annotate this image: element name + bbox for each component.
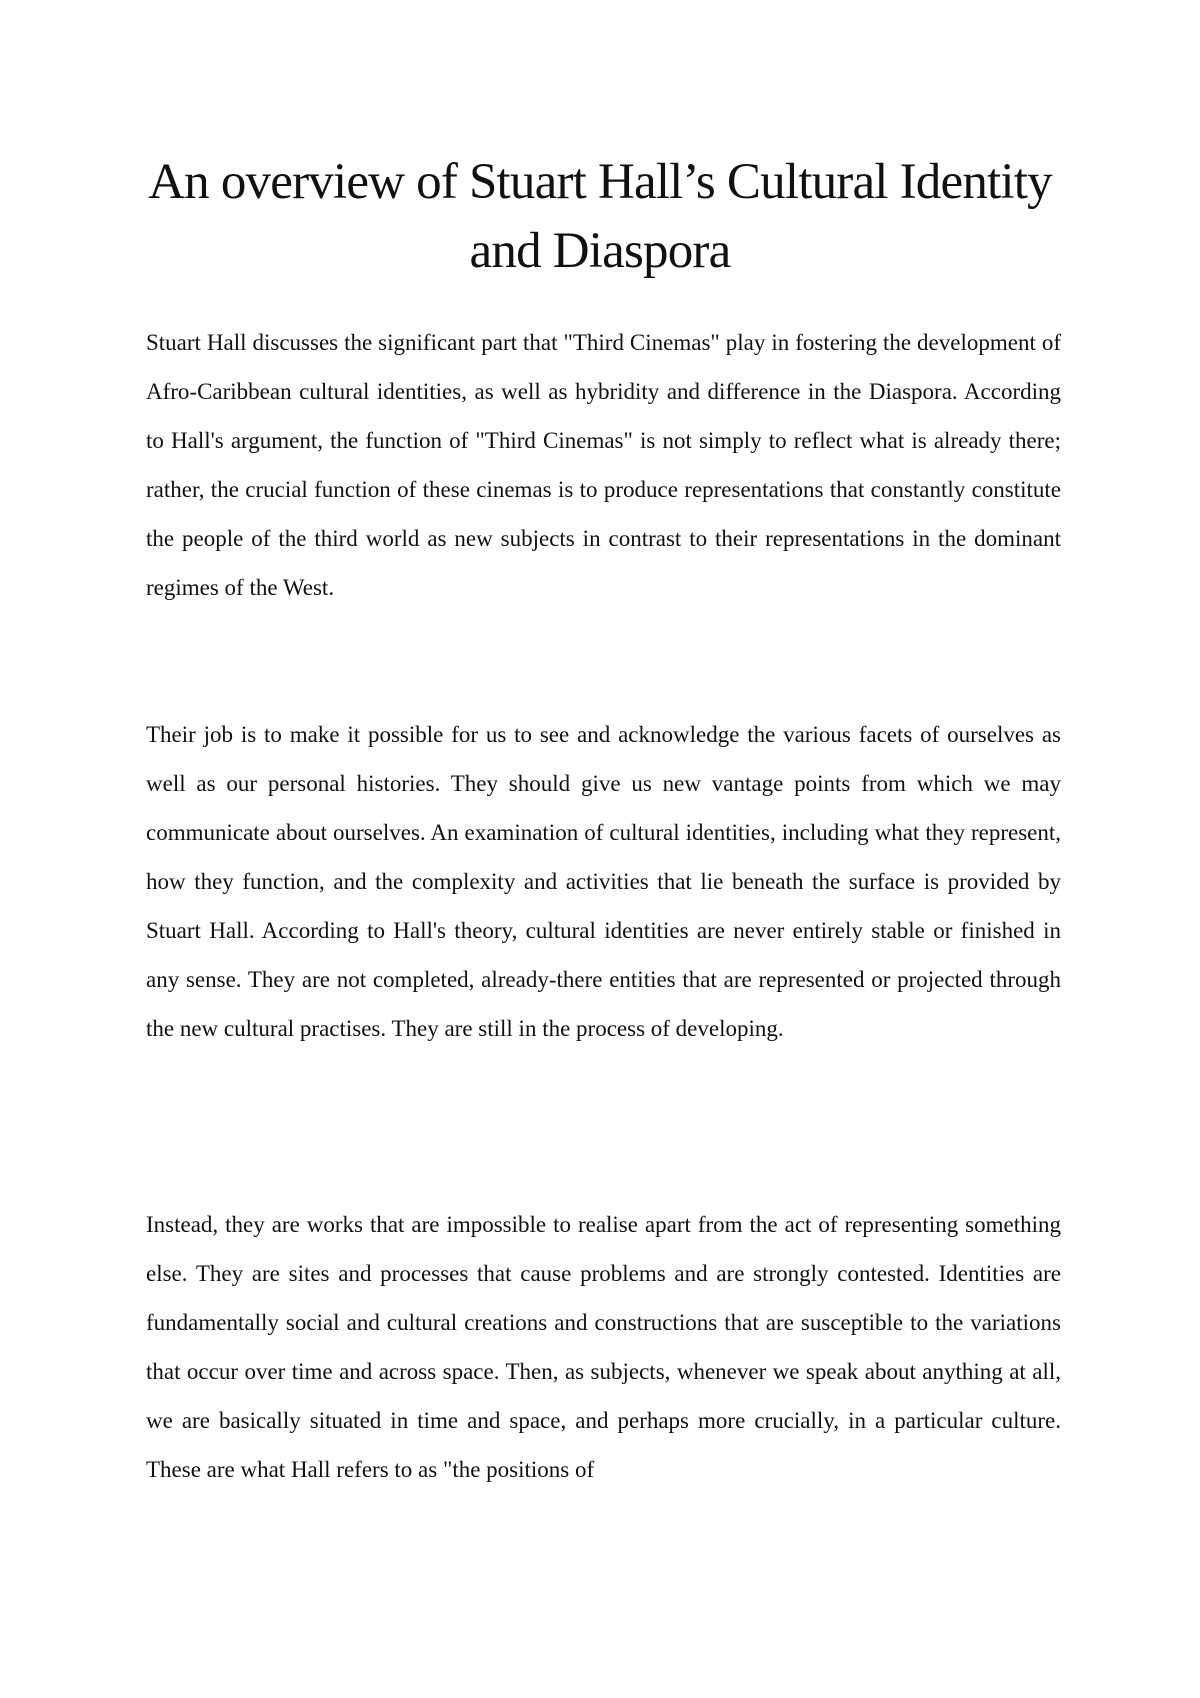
paragraph-3: Instead, they are works that are impossible to realise apart from the act of representing something else. They are sites and processes that cause problems and are strongly contested. Identities are fundamentally social and cultural creations and constructions that are susceptible to the variations that occur over time and across space. Then, as subjects, whenever we speak about anything at all, we are basically situated in time and space, and perhaps more crucially, in a particular culture. These are what Hall refers to as "the positions of [146, 1212, 1061, 1482]
paragraph-2: Their job is to make it possible for us to see and acknowledge the various facets of ourselves as well as our personal histories. They should give us new vantage points from which we may communicate about ourselves. An examination of cultural identities, including what they represent, how they function, and the complexity and activities that lie beneath the surface is provided by Stuart Hall. According to Hall's theory, cultural identities are never entirely stable or finished in any sense. They are not completed, already-there entities that are represented or projected through the new cultural practises. They are still in the process of developing. [146, 722, 1061, 1041]
document-title: An overview of Stuart Hall’s Cultural Identity and Diaspora [148, 154, 1052, 279]
paragraph-1: Stuart Hall discusses the significant part that "Third Cinemas" play in fostering the development of Afro-Caribbean cultural identities, as well as hybridity and difference in the Diaspora. According to Hall's argument, the function of "Third Cinemas" is not simply to reflect what is already there; rather, the crucial function of these cinemas is to produce representations that constantly constitute the people of the third world as new subjects in contrast to their representations in the dominant regimes of the West. [146, 330, 1061, 600]
